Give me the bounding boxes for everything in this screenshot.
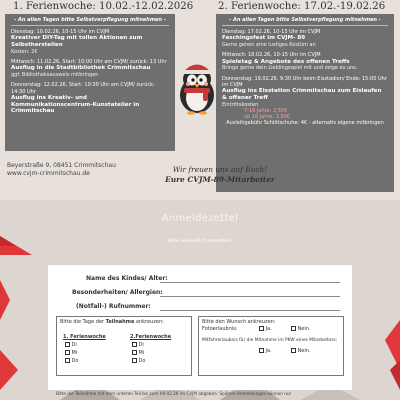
photo-yes-checkbox[interactable]: Ja. [259,326,272,332]
week1-day-thursday [11,82,169,115]
consent-prompt: Bitte den Wunsch ankreuzen: [202,319,276,325]
week2-title: 2. Ferienwoche: 17.02.-19.02.26 [218,1,386,12]
week1-day-wednesday [11,59,169,78]
child-name-field[interactable] [160,282,340,283]
website-link[interactable]: www.cvjm-crimmitschau.de [7,170,90,177]
price-item: ab 16 Jahre: 3,50€ [244,114,291,121]
car-yes-checkbox[interactable]: Ja. [259,348,272,354]
car-no-checkbox[interactable]: Nein. [291,348,310,354]
week1-heading: 1. Ferienwoche [63,334,106,340]
registration-paper [48,265,352,390]
penguin-illustration [172,55,222,115]
attendance-box [56,316,192,376]
week2-day-wednesday [222,52,388,71]
week1-day-tuesday [11,29,169,55]
day-note: Kosten: 2€ [11,49,38,55]
week1-panel [5,14,175,151]
car-permission-label: Mitfahrerlaubnis für die Mitnahme im PKW eines Mitarbeiters: [202,338,338,343]
day-when: Mittwoch: 18.02.26, 10-15 Uhr im CVJM [222,52,321,59]
w2-tuesday-checkbox[interactable]: Di [132,342,144,348]
photo-permission-label: Fotoerlaubnis: [202,326,238,332]
emergency-number-label: (Notfall-) Rufnummer: [76,303,151,310]
w1-thursday-checkbox[interactable]: Do [65,358,78,364]
special-needs-field[interactable] [160,296,340,297]
form-title: Anmeldezettel [161,213,239,224]
w1-wednesday-checkbox[interactable]: Mi [65,350,77,356]
closing-message [165,165,275,185]
price-item: 7-16 Jahre: 2,50€ [244,107,288,114]
day-when: Dienstag: 10.02.26, 10-15 Uhr im CVJM [11,29,110,36]
w2-thursday-checkbox[interactable]: Do [132,358,145,364]
day-when: Mittwoch: 11.02.26, Start: 10:00 Uhr am CVJM/ zurück: 13 Uhr [11,59,167,66]
week1-hint: - An allen Tagen bitte Selbstverpflegung mitnehmen - [11,17,169,26]
closing-line: Wir freuen uns auf Euch! [172,165,268,174]
price-list [222,108,388,120]
day-note: Gerne gehen eine lustiges Kostüm an [222,42,316,49]
day-activity: Faschingsfest im CVJM- 89 [222,35,306,42]
signature-line: Eure CVJM-89-Mitarbeiter [165,175,275,184]
submission-note: Bitte die Teilnahme mit dem unteren Teil bis zum 09.02.26 im CVJM abgeben. Spätere Anmeldungen können nur [56,391,292,396]
week1-title: 1. Ferienwoche: 10.02.-12.02.2026 [13,1,194,12]
attendance-prompt: Bitte die Tage der Teilnahme ankreuzen: [60,319,164,325]
consent-box [198,316,344,376]
skate-rental-note: Ausleihgebühr Schlittschuhe: 4€ - alternativ eigene mitbringen [226,120,384,127]
day-activity: Ausflug in die Stadtbibliothek Crimmitschau [11,65,151,72]
day-when: Dienstag: 17.02.26, 10-15 Uhr im CVJM [222,29,321,36]
child-name-label: Name des Kindes/ Alter: [86,275,168,282]
emergency-number-field[interactable] [160,310,340,311]
w1-tuesday-checkbox[interactable]: Di [65,342,77,348]
day-note: ggf. Bibliotheksausweis mitbringen [11,72,99,79]
w2-wednesday-checkbox[interactable]: Mi [132,350,144,356]
address-block [7,162,116,178]
week2-day-thursday [222,76,388,127]
photo-no-checkbox[interactable]: Nein. [291,326,310,332]
street-address: Beyerstraße 9, 08451 Crimmitschau [7,162,116,169]
day-note: Eintrittskosten [222,101,259,108]
day-activity: Spieletag & Angebote des offenen Treffs [222,58,350,65]
day-activity: Ausflug ins Kreativ- und Kommunikationscentrum-Kunstatelier in Crimmitschau [11,94,140,115]
special-needs-label: Besonderheiten/ Allergien: [72,289,163,296]
day-when: Donnerstag: 12.02.26, Start: 10:30 Uhr am CVJM/ zurück: 14:30 Uhr [11,82,155,95]
day-activity: Kreativer DIY-Tag mit tollen Aktionen zum Selbstherstellen [11,35,143,49]
form-subtitle: - Bitte verbindlich anmelden! - [164,239,236,244]
day-when: Donnerstag: 19.02.26, 9:30 Uhr beim Eisstadion/ Ende: 15:00 Uhr im CVJM [222,75,387,88]
week2-day-tuesday [222,29,388,48]
day-note: Bringe gerne dein Lieblingsspiel mit und zeige es uns. [222,65,358,72]
week2-hint: - An allen Tagen bitte Selbstverpflegung mitnehmen - [222,17,388,26]
day-activity: Ausflug ins Eisstation Crimmitschau zum Eislaufen & offener Treff [222,88,382,101]
week2-heading: 2.Ferienwoche [130,334,172,340]
